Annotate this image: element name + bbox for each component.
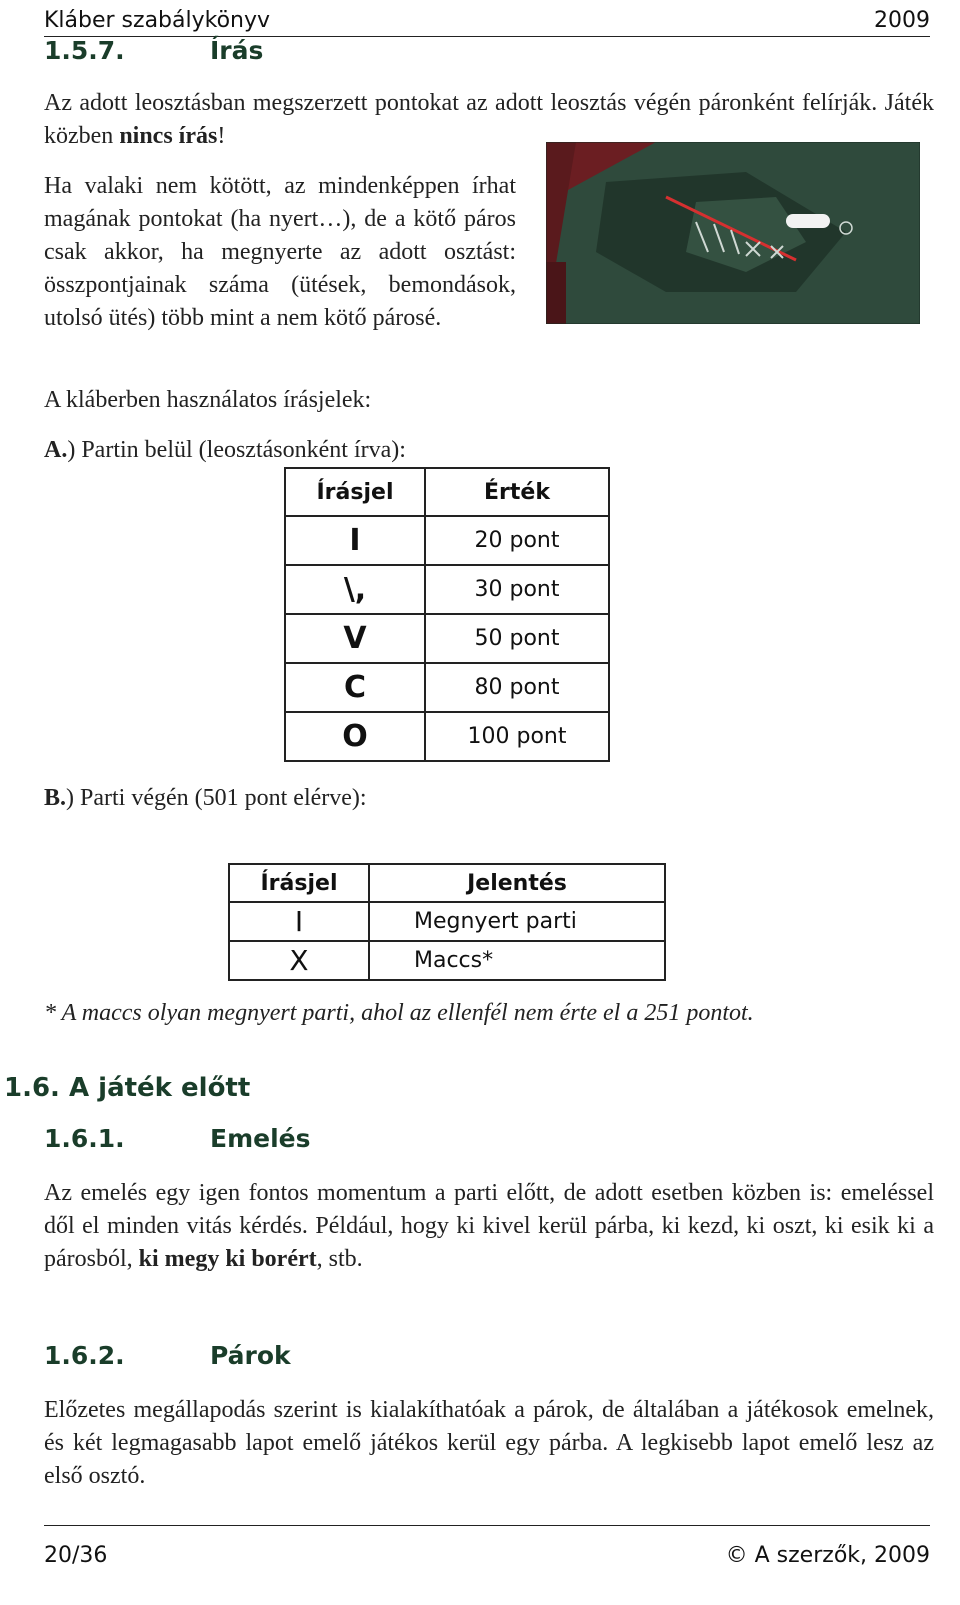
table-row — [285, 614, 609, 663]
table-header-cell: Érték — [425, 468, 609, 516]
section-title: Írás — [210, 36, 264, 65]
table-header-row — [285, 468, 609, 516]
table-header-cell: Jelentés — [369, 864, 665, 902]
emphasis-wine-run: ki megy ki borért — [138, 1246, 317, 1272]
value-cell: 20 pont — [425, 516, 609, 565]
section-heading-161 — [44, 1124, 311, 1153]
section-heading-162 — [44, 1341, 291, 1370]
symbol-cell: I — [285, 516, 425, 565]
table-header-cell: Írásjel — [229, 864, 369, 902]
paragraph-writing-intro: Az adott leosztásban megszerzett pontokat az adott leosztás végén páronként felírják. Játék közben nincs írás! — [44, 90, 934, 149]
label-within-game: A.) Partin belül (leosztásonként írva): — [44, 437, 406, 463]
table-row — [229, 941, 665, 980]
meaning-cell: Megnyert parti — [369, 902, 665, 941]
scoring-photo-svg — [546, 142, 920, 324]
value-cell: 30 pont — [425, 565, 609, 614]
symbols-table-within — [284, 467, 610, 762]
table-row — [285, 565, 609, 614]
meaning-cell: Maccs* — [369, 941, 665, 980]
value-cell: 100 pont — [425, 712, 609, 761]
table-row — [285, 516, 609, 565]
symbol-cell: I — [229, 902, 369, 941]
copyright-notice: © A szerzők, 2009 — [725, 1543, 930, 1568]
paragraph-symbols-intro: A kláberben használatos írásjelek: — [44, 387, 372, 413]
paragraph-cutting: Az emelés egy igen fontos momentum a parti előtt, de adott esetben közben is: emeléssel dől el minden vitás kérdés. Például, hogy ki kivel kerül párba, ki kezd, ki oszt, ki esik ki a párosból, ki megy ki borért, stb. — [44, 1180, 934, 1272]
header-year: 2009 — [874, 7, 930, 33]
section-number: 1.5.7. — [44, 36, 125, 65]
section-number: 1.6.2. — [44, 1341, 125, 1370]
symbol-cell: X — [229, 941, 369, 980]
label-end-of-game: B.) Parti végén (501 pont elérve): — [44, 785, 367, 811]
scoring-table-photo — [546, 142, 920, 324]
section-title: Emelés — [210, 1124, 311, 1153]
book-title: Kláber szabálykönyv — [44, 7, 271, 33]
value-cell: 50 pont — [425, 614, 609, 663]
value-cell: 80 pont — [425, 663, 609, 712]
table-row — [285, 712, 609, 761]
symbol-cell: O — [285, 712, 425, 761]
footnote-maccs: * A maccs olyan megnyert parti, ahol az ellenfél nem érte el a 251 pontot. — [44, 1000, 754, 1026]
table-row — [285, 663, 609, 712]
symbol-cell: C — [285, 663, 425, 712]
emphasis-no-writing: nincs írás — [119, 123, 218, 149]
section-title: Párok — [210, 1341, 291, 1370]
table-header-row — [229, 864, 665, 902]
paragraph-pairs: Előzetes megállapodás szerint is kialakíthatóak a párok, de általában a játékosok emelnek, és két legmagasabb lapot emelő játékos kerül egy párba. A legkisebb lapot emelő lesz az első osztó. — [44, 1397, 934, 1489]
symbol-cell: V — [285, 614, 425, 663]
table-header-cell: Írásjel — [285, 468, 425, 516]
chapter-heading-16: 1.6. A játék előtt — [4, 1073, 251, 1103]
section-number: 1.6.1. — [44, 1124, 125, 1153]
symbol-cell: \, — [285, 565, 425, 614]
section-heading-157 — [44, 36, 263, 65]
running-header — [44, 4, 930, 37]
page-number: 20/36 — [44, 1543, 108, 1568]
symbols-table-end — [228, 863, 666, 981]
table-row — [229, 902, 665, 941]
paragraph-who-writes: Ha valaki nem kötött, az mindenképpen írhat magának pontokat (ha nyert…), de a kötő páros csak akkor, ha megnyerte az adott osztást: összpontjainak száma (ütések, bemondások, utolsó ütés) több mint a nem kötő párosé. — [44, 173, 516, 331]
running-footer — [44, 1525, 930, 1568]
